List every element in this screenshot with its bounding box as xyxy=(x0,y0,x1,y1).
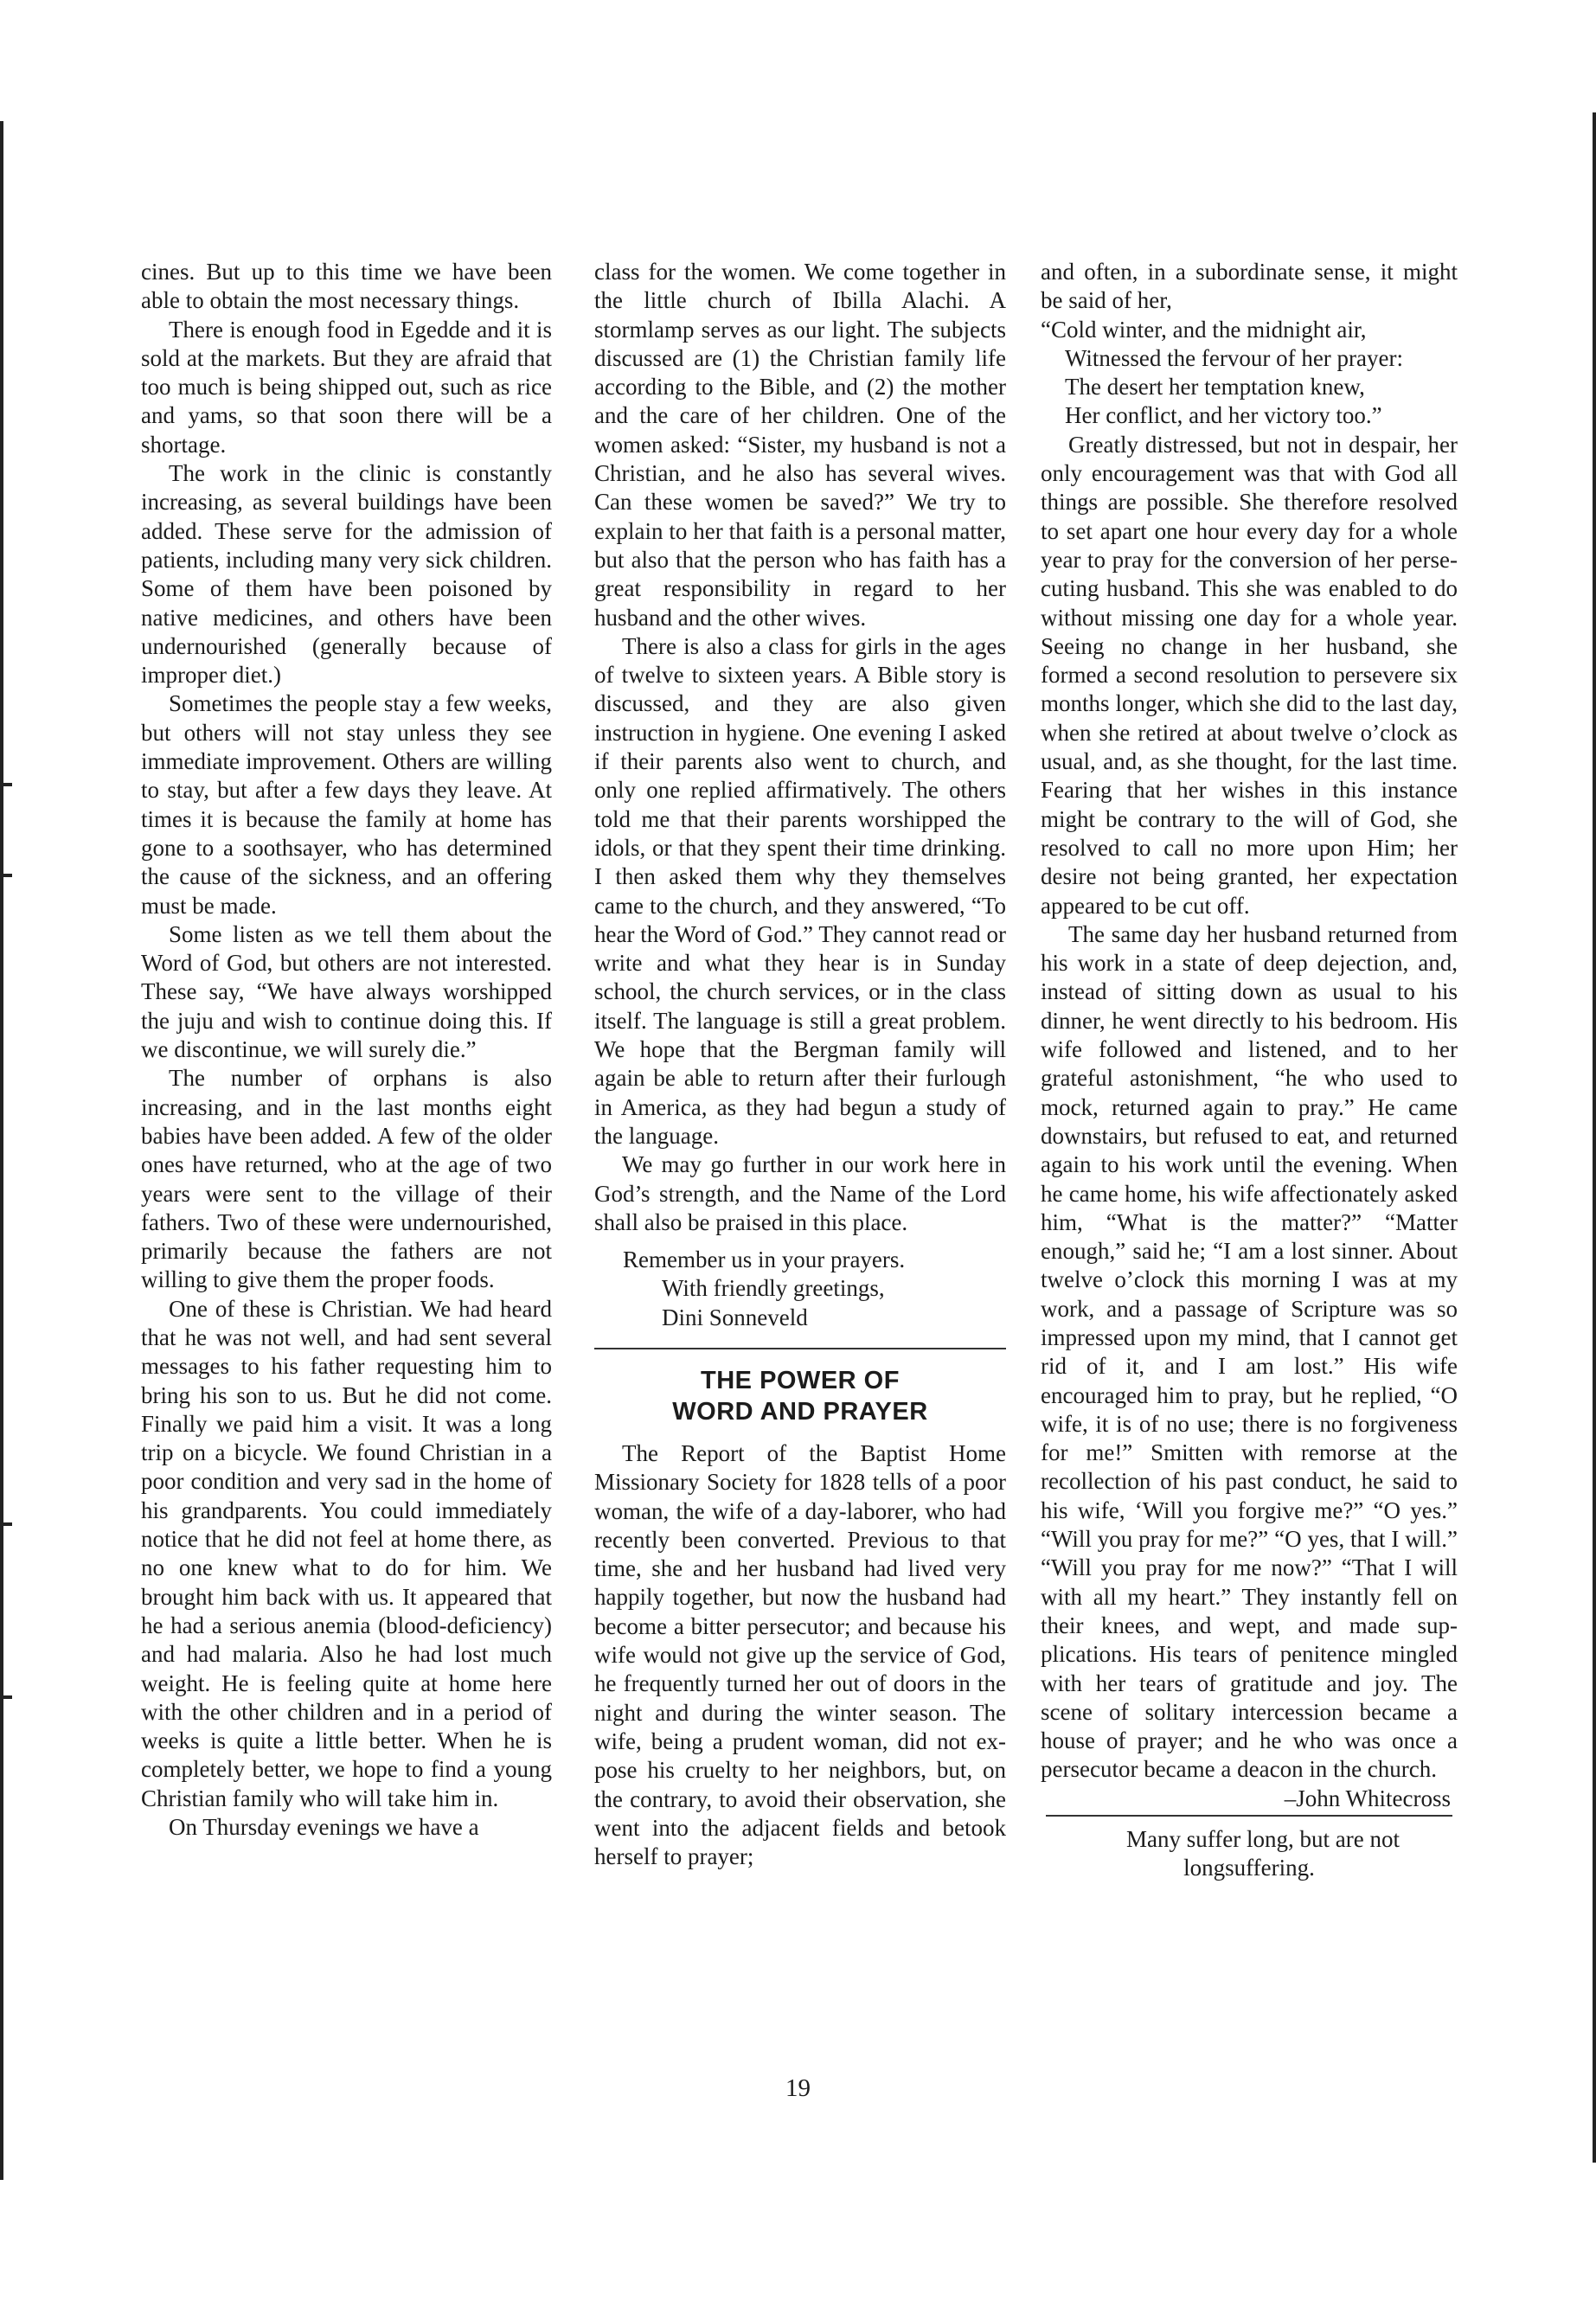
closing-signature: Dini Sonneveld xyxy=(662,1304,808,1330)
closing-line: Remember us in your prayers. xyxy=(623,1247,906,1273)
paragraph: The number of orphans is also increasing, and in the last months eight babies have been added. A few of the older ones have returned, who at the age of two years were sent to the village of their fathers. Two of these were undernourished, primarily because the fathers are not willing to give them the proper foods. xyxy=(141,1065,552,1293)
article-heading-line: THE POWER OF xyxy=(701,1366,900,1394)
paragraph: and often, in a subordinate sense, it might be said of her, xyxy=(1041,259,1458,314)
section-divider xyxy=(594,1348,1006,1349)
paragraph: One of these is Christian. We had heard that he was not well, and had sent several messages to his father requesting him to bring his son to us. But he did not come. Finally we paid him a visit. It was a long trip on a bicycle. We found Christian in a poor condition and very sad in the home of his grandparents. You could immediately notice that he did not feel at home there, as no one knew what to do for him. We brought him back with us. It appeared that he had a serious anemia (blood-deficiency) and had malaria. Also he had lost much weight. He is feeling quite at home here with the other children and in a period of weeks is quite a little better. When he is completely better, we hope to find a young Christian family who will take him in. xyxy=(141,1295,552,1811)
quote-divider xyxy=(1046,1815,1452,1817)
column-1 xyxy=(141,258,552,1842)
article-heading xyxy=(594,1365,1006,1427)
edge-mark xyxy=(0,874,12,877)
paragraph: Some listen as we tell them about the Word of God, but others are not interested. These say, “We have always worshipped the juju and wish to continue doing this. If we discontinue, we will surely die.” xyxy=(141,920,552,1063)
paragraph: cines. But up to this time we have been able to obtain the most necessary things. xyxy=(141,259,552,314)
edge-mark xyxy=(0,1695,12,1699)
closing-line: With friendly greetings, xyxy=(662,1275,885,1302)
paragraph: The Report of the Baptist Home Missionary Society for 1828 tells of a poor woman, the wife of a day-laborer, who had recently been converted. Previous to that time, she and her husband had lived very happily together, but now the husband had become a bitter persecutor; and because his wife would not give up the service of God, he frequently turned her out of doors in the night and during the winter season. The wife, being a prudent woman, did not expose his cruelty to her neighbors, but, on the contrary, to avoid their observation, she went into the adjacent fields and betook herself to prayer; xyxy=(594,1439,1006,1870)
letter-closing xyxy=(594,1246,1006,1332)
column-3 xyxy=(1041,258,1458,1883)
paragraph: The work in the clinic is constantly increasing, as several buildings have been added. These serve for the admission of patients, including many very sick children. Some of them have been poisoned by native medicines, and others have been undernourished (generally because of improper diet.) xyxy=(141,460,552,689)
verse-line: Her conflict, and her victory too.” xyxy=(1065,402,1382,429)
paragraph: Sometimes the people stay a few weeks, but others will not stay unless they see immediate improvement. Others are willing to stay, but after a few days they leave. At times it is because the family at home has gone to a soothsayer, who has determined the cause of the sickness, and an offering must be made. xyxy=(141,690,552,919)
page-number: 19 xyxy=(785,2074,811,2102)
author-signature: –John Whitecross xyxy=(1284,1785,1451,1811)
page-right-edge xyxy=(1593,112,1596,2163)
verse-line: The desert her temptation knew, xyxy=(1065,374,1365,401)
edge-mark xyxy=(0,1522,12,1526)
filler-quote: Many suffer long, but are not longsuffering. xyxy=(1126,1826,1400,1881)
verse-line: “Cold winter, and the midnight air, xyxy=(1041,316,1367,343)
paragraph: class for the women. We come together in the little church of Ibilla Alachi. A stormlamp serves as our light. The subjects discussed are (1) the Christian family life according to the Bible, and (2) the mother and the care of her children. One of the women asked: “Sister, my husband is not a Christian, and he also has several wives. Can these women be saved?” We try to explain to her that faith is a personal matter, but also that the person who has faith has a great responsibility in regard to her husband and the other wives. xyxy=(594,259,1006,631)
paragraph: There is enough food in Egedde and it is sold at the markets. But they are afraid that too much is being shipped out, such as rice and yams, so that soon there will be a shortage. xyxy=(141,316,552,458)
article-heading-line: WORD AND PRAYER xyxy=(672,1397,928,1426)
paragraph: We may go further in our work here in God’s strength, and the Name of the Lord shall also be praised in this place. xyxy=(594,1151,1006,1235)
paragraph: On Thursday evenings we have a xyxy=(169,1814,479,1841)
column-2 xyxy=(594,258,1006,1871)
paragraph: There is also a class for girls in the ages of twelve to sixteen years. A Bible story is discussed, and they are also given instruction in hygiene. One evening I asked if their parents also went to church, and only one replied affirmatively. The others told me that their parents worshipped the idols, or that they spent their time drinking. I then asked them why they themselves came to the church, and they answered, “To hear the Word of God.” They cannot read or write and what they hear is in Sunday school, the church services, or in the class itself. The language is still a great problem. We hope that the Bergman family will again be able to return after their furlough in America, as they had begun a study of the language. xyxy=(594,632,1006,1149)
edge-mark xyxy=(0,783,12,786)
verse-line: Witnessed the fervour of her prayer: xyxy=(1065,344,1403,371)
paragraph: Greatly distressed, but not in despair, her only encouragement was that with God all things are possible. She therefore resolved to set apart one hour every day for a whole year to pray for the conversion of her persecuting husband. This she was enabled to do without missing one day for a whole year. Seeing no change in her husband, she formed a second resolution to persevere six months longer, which she did to the last day, when she retired at about twelve o’clock as usual, and, as she thought, for the last time. Fearing that her wishes in this instance might be contrary to the will of God, she resolved to call no more upon Him; her desire not being granted, her expectation appeared to be cut off. xyxy=(1041,431,1458,919)
paragraph: The same day her husband returned from his work in a state of deep dejection, and, instead of sitting down as usual to his dinner, he went directly to his bedroom. His wife followed and listened, and to her grateful astonishment, “he who used to mock, returned again to pray.” He came downstairs, but refused to eat, and returned again to his work until the evening. When he came home, his wife affectionately asked him, “What is the matter?” “Matter enough,” said he; “I am a lost sinner. About twelve o’clock this morning I was at my work, and a passage of Scripture was so impressed upon my mind, that I cannot get rid of it, and I am lost.” His wife encouraged him to pray, but he replied, “O wife, it is of no use; there is no forgiveness for me!” Smitten with remorse at the recollection of his past conduct, he said to his wife, ‘Will you forgive me?” “O yes.” “Will you pray for me?” “O yes, that I will.” “Will you pray for me now?” “That I will with all my heart.” They instantly fell on their knees, and wept, and made supplications. His tears of penitence mingled with her tears of gratitude and joy. The scene of solitary intercession became a house of prayer; and he who was once a persecutor became a deacon in the church. xyxy=(1041,920,1458,1783)
page-left-edge xyxy=(0,121,3,2180)
verse-quote xyxy=(1041,316,1458,431)
